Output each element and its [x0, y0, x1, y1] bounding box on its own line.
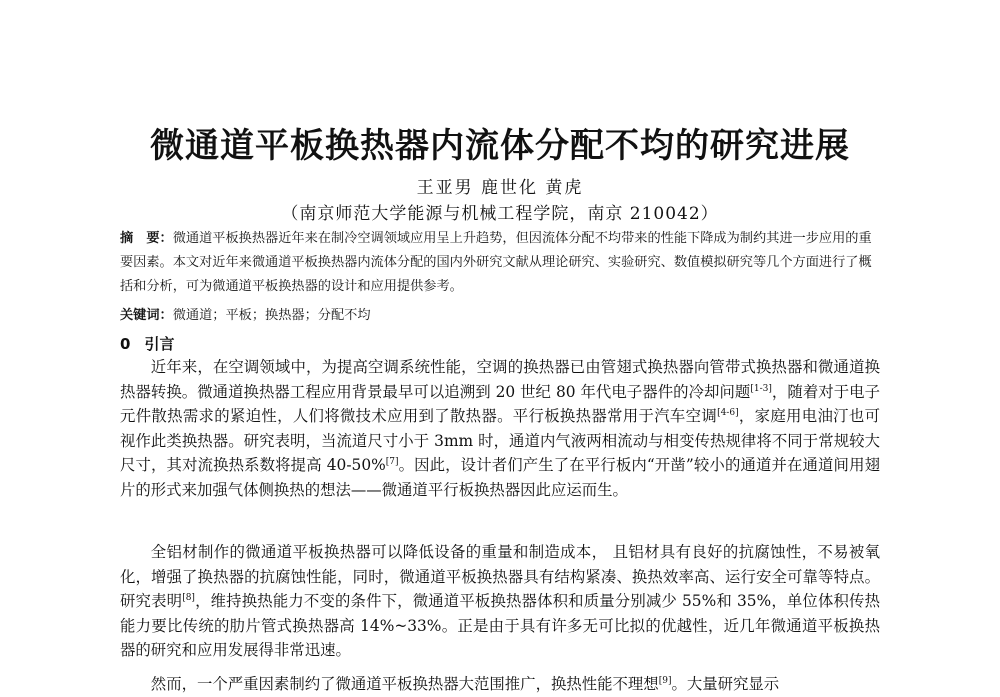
- citation: [4-6]: [717, 408, 739, 419]
- paragraph-text: ，家庭用电油汀也可视作此类换热器。研究表明，当流道尺寸小于 3mm 时，通道内气液两相流动与相变传热规律将不同于常规较大尺寸，其对流换热系数将提高 40-50%: [120, 407, 880, 475]
- affiliation: （南京师范大学能源与机械工程学院，南京 210042）: [281, 204, 719, 224]
- section-number: 0: [120, 335, 131, 353]
- paragraph-1: [120, 355, 880, 503]
- abstract: [120, 227, 880, 299]
- section-heading: [120, 333, 174, 354]
- citation: [8]: [182, 593, 195, 604]
- paragraph-text: 。因此，设计者们产生了在平行板内“开凿”较小的通道并在通道间用翅片的形式来加强气体侧换热的想法——微通道平行板换热器因此应运而生。: [120, 456, 880, 499]
- paragraph-text: 近年来，在空调领域中，为提高空调系统性能，空调的换热器已由管翅式换热器向管带式换热器和微通道换热器转换。微通道换热器工程应用背景最早可以追溯到 20 世纪 80 年代电子器件的冷却问题: [120, 358, 880, 401]
- keywords-label: 关键词：: [120, 308, 173, 323]
- keywords: [120, 304, 880, 328]
- paragraph-text: 。大量研究显示: [671, 675, 780, 693]
- keywords-text: 微通道；平板；换热器；分配不均: [172, 308, 371, 323]
- paragraph-2: [120, 540, 880, 663]
- abstract-label: 摘 要：: [120, 231, 173, 246]
- citation: [9]: [658, 675, 672, 686]
- author-list: 王亚男 鹿世化 黄虎: [416, 178, 584, 198]
- abstract-text: 微通道平板换热器近年来在制冷空调领域应用呈上升趋势，但因流体分配不均带来的性能下降成为制约其进一步应用的重要因素。本文对近年来微通道平板换热器内流体分配的国内外研究文献从理论研究、实验研究、数值模拟研究等几个方面进行了概括和分析，可为微通道平板换热器的设计和应用提供参考。: [120, 231, 872, 294]
- section-title: 引言: [144, 335, 175, 353]
- paragraph-text: 然而，一个严重因素制约了微通道平板换热器大范围推广，换热性能不理想: [150, 675, 659, 693]
- paragraph-text: ，维持换热能力不变的条件下，微通道平板换热器体积和质量分别减少 55%和 35%，单位体积传热能力要比传统的肋片管式换热器高 14%~33%。正是由于具有许多无可比拟的优越性，近几年微通道平板换热器的研究和应用发展得非常迅速。: [120, 592, 880, 660]
- citation: [7]: [385, 457, 399, 468]
- citation: [1-3]: [750, 383, 772, 394]
- paper-title: 微通道平板换热器内流体分配不均的研究进展: [150, 126, 850, 166]
- paragraph-text: ，随着对于电子元件散热需求的紧迫性，人们将微技术应用到了散热器。平行板换热器常用于汽车空调: [120, 382, 880, 426]
- paragraph-3: [120, 672, 880, 697]
- paragraph-text: 全铝材制作的微通道平板换热器可以降低设备的重量和制造成本， 且铝材具有良好的抗腐蚀性，不易被氧化，增强了换热器的抗腐蚀性能，同时，微通道平板换热器具有结构紧凑、换热效率高、运行安全可靠等特点。研究表明: [120, 543, 880, 611]
